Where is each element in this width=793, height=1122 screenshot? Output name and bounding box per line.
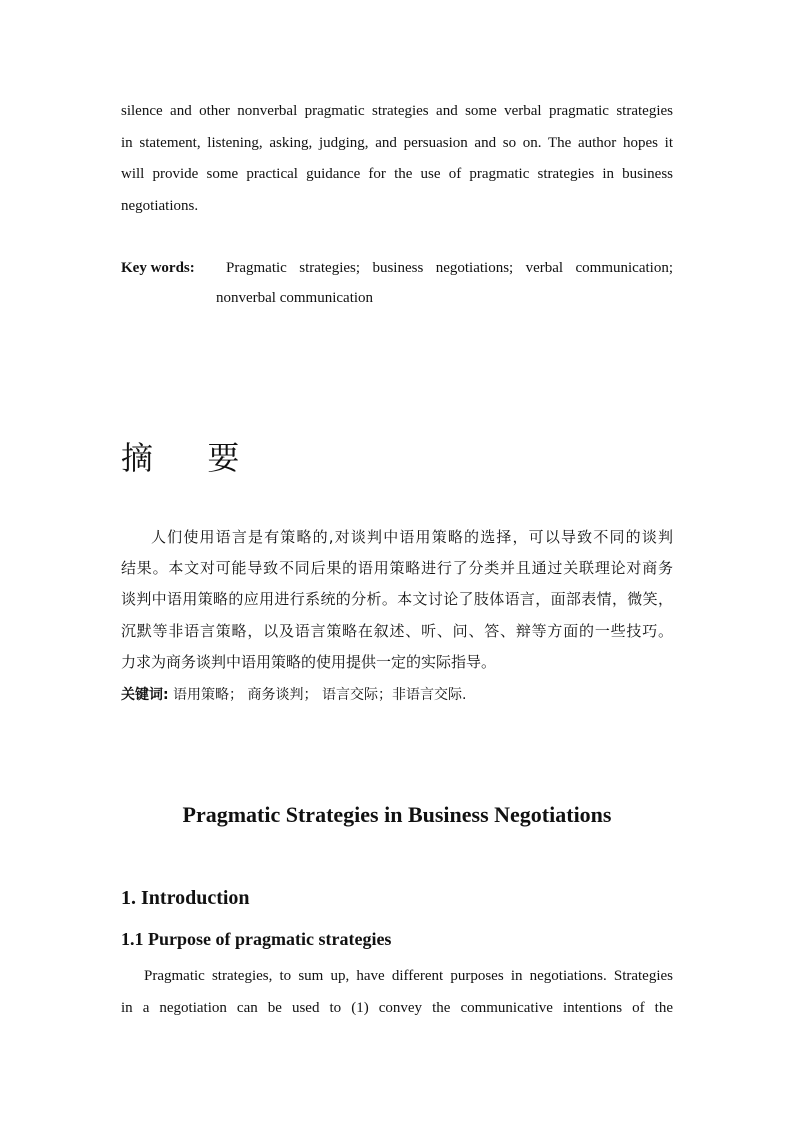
- text-line: Pragmatic strategies, to sum up, have different purposes in negotiations. Strategies: [144, 968, 673, 984]
- chinese-abstract-heading: [121, 436, 241, 480]
- subsection-heading: 1.1 Purpose of pragmatic strategies: [121, 929, 392, 949]
- section-heading: 1. Introduction: [121, 887, 250, 909]
- text-line: silence and other nonverbal pragmatic strategies and some verbal pragmatic strategies: [121, 103, 673, 119]
- paper-title: Pragmatic Strategies in Business Negotiations: [182, 802, 612, 827]
- text-line: will provide some practical guidance for the use of pragmatic strategies in business: [121, 166, 673, 182]
- chinese-keywords: [121, 683, 466, 707]
- keywords-text-line2: nonverbal communication: [216, 290, 374, 306]
- english-keywords: [121, 256, 673, 306]
- text-line: 力求为商务谈判中语用策略的使用提供一定的实际指导。: [121, 652, 497, 671]
- heading-char: 摘: [121, 439, 156, 477]
- keywords-text: 语用策略； 商务谈判； 语言交际；非语言交际.: [168, 687, 467, 703]
- heading-char: 要: [207, 439, 242, 477]
- text-line: negotiations.: [121, 197, 199, 214]
- text-line: in a negotiation can be used to (1) convey the communicative intentions of the: [121, 1000, 673, 1016]
- keywords-label: Key words:: [121, 260, 195, 276]
- text-line: 沉默等非语言策略，以及语言策略在叙述、听、问、答、辩等方面的一些技巧。: [121, 621, 673, 640]
- text-line: 结果。本文对可能导致不同后果的语用策略进行了分类并且通过关联理论对商务: [121, 559, 673, 578]
- introduction-paragraph: [121, 960, 673, 1024]
- keywords-text-line1: Pragmatic strategies; business negotiations; verbal communication;: [226, 260, 673, 276]
- text-line: 人们使用语言是有策略的,对谈判中语用策略的选择，可以导致不同的谈判: [151, 528, 673, 546]
- text-line: 谈判中语用策略的应用进行系统的分析。本文讨论了肢体语言，面部表情，微笑，: [121, 590, 673, 609]
- keywords-label: 关键词:: [121, 687, 169, 703]
- text-line: in statement, listening, asking, judging, and persuasion and so on. The author hopes it: [121, 134, 673, 151]
- english-abstract-paragraph: [121, 96, 673, 222]
- chinese-abstract-paragraph: [121, 522, 673, 678]
